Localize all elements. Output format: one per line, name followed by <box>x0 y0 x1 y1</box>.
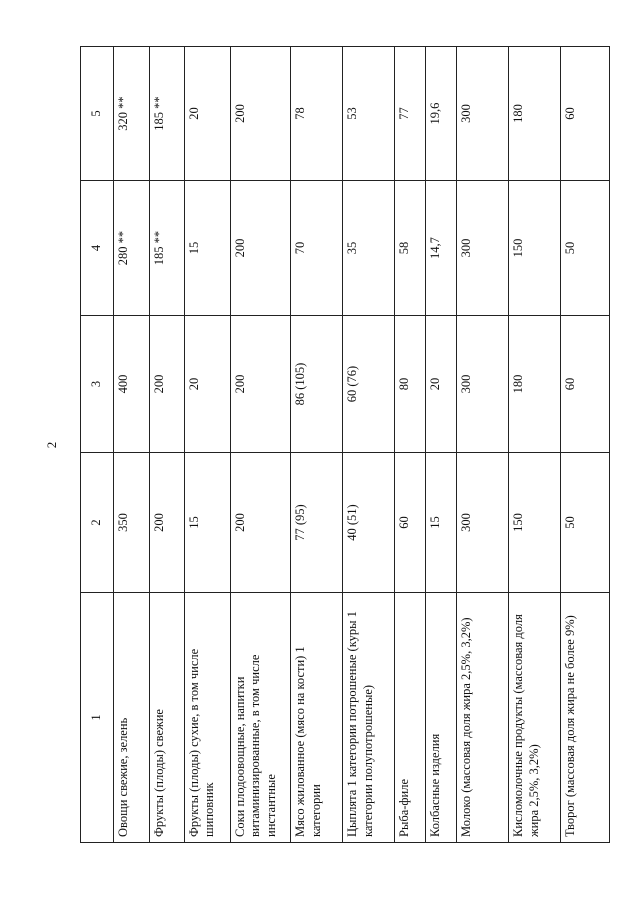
value-cell: 60 <box>560 316 609 453</box>
value-cell: 58 <box>394 181 425 316</box>
table-row <box>457 47 509 843</box>
table-row <box>184 47 230 843</box>
value-cell: 86 (105) <box>291 316 343 453</box>
value-cell: 300 <box>457 453 509 593</box>
value-cell: 60 <box>394 453 425 593</box>
product-name-cell: Фрукты (плоды) свежие <box>149 593 184 843</box>
product-name-cell: Фрукты (плоды) сухие, в том числе шиповник <box>184 593 230 843</box>
value-cell: 77 <box>394 47 425 181</box>
column-header: 2 <box>81 453 114 593</box>
value-cell: 300 <box>457 47 509 181</box>
table-row <box>149 47 184 843</box>
product-name-cell: Мясо жилованное (мясо на кости) 1 категории <box>291 593 343 843</box>
value-cell: 53 <box>342 47 394 181</box>
value-cell: 180 <box>508 316 560 453</box>
table-row <box>114 47 150 843</box>
table-row <box>508 47 560 843</box>
value-cell: 15 <box>184 453 230 593</box>
page-number: 2 <box>44 441 59 449</box>
column-header: 5 <box>81 47 114 181</box>
value-cell: 19,6 <box>425 47 456 181</box>
product-name-cell: Цыплята 1 категории потрошеные (куры 1 категории полупотрошеные) <box>342 593 394 843</box>
table-row <box>291 47 343 843</box>
value-cell: 20 <box>184 47 230 181</box>
value-cell: 40 (51) <box>342 453 394 593</box>
value-cell: 200 <box>230 316 291 453</box>
table-row <box>560 47 609 843</box>
value-cell: 14,7 <box>425 181 456 316</box>
product-name-cell: Творог (массовая доля жира не более 9%) <box>560 593 609 843</box>
product-name-cell: Молоко (массовая доля жира 2,5%, 3,2%) <box>457 593 509 843</box>
value-cell: 350 <box>114 453 150 593</box>
value-cell: 80 <box>394 316 425 453</box>
value-cell: 300 <box>457 316 509 453</box>
value-cell: 20 <box>425 316 456 453</box>
rotated-table-container <box>80 47 610 843</box>
value-cell: 70 <box>291 181 343 316</box>
column-header: 1 <box>81 593 114 843</box>
value-cell: 180 <box>508 47 560 181</box>
value-cell: 77 (95) <box>291 453 343 593</box>
value-cell: 400 <box>114 316 150 453</box>
table-row <box>425 47 456 843</box>
table-row <box>230 47 291 843</box>
value-cell: 200 <box>230 181 291 316</box>
value-cell: 60 <box>560 47 609 181</box>
column-header: 4 <box>81 181 114 316</box>
value-cell: 20 <box>184 316 230 453</box>
value-cell: 200 <box>149 453 184 593</box>
product-name-cell: Соки плодоовощные, напитки витаминизированные, в том числе инстантные <box>230 593 291 843</box>
table-row <box>342 47 394 843</box>
value-cell: 200 <box>230 453 291 593</box>
value-cell: 185 ** <box>149 47 184 181</box>
value-cell: 15 <box>184 181 230 316</box>
value-cell: 50 <box>560 181 609 316</box>
value-cell: 280 ** <box>114 181 150 316</box>
value-cell: 78 <box>291 47 343 181</box>
value-cell: 300 <box>457 181 509 316</box>
value-cell: 150 <box>508 181 560 316</box>
value-cell: 200 <box>149 316 184 453</box>
food-norms-table <box>80 46 610 843</box>
value-cell: 320 ** <box>114 47 150 181</box>
value-cell: 35 <box>342 181 394 316</box>
value-cell: 200 <box>230 47 291 181</box>
product-name-cell: Кисломолочные продукты (массовая доля жира 2,5%, 3,2%) <box>508 593 560 843</box>
value-cell: 185 ** <box>149 181 184 316</box>
table-header-row <box>81 47 114 843</box>
value-cell: 150 <box>508 453 560 593</box>
value-cell: 60 (76) <box>342 316 394 453</box>
product-name-cell: Овощи свежие, зелень <box>114 593 150 843</box>
value-cell: 15 <box>425 453 456 593</box>
column-header: 3 <box>81 316 114 453</box>
table-row <box>394 47 425 843</box>
product-name-cell: Колбасные изделия <box>425 593 456 843</box>
product-name-cell: Рыба-филе <box>394 593 425 843</box>
value-cell: 50 <box>560 453 609 593</box>
